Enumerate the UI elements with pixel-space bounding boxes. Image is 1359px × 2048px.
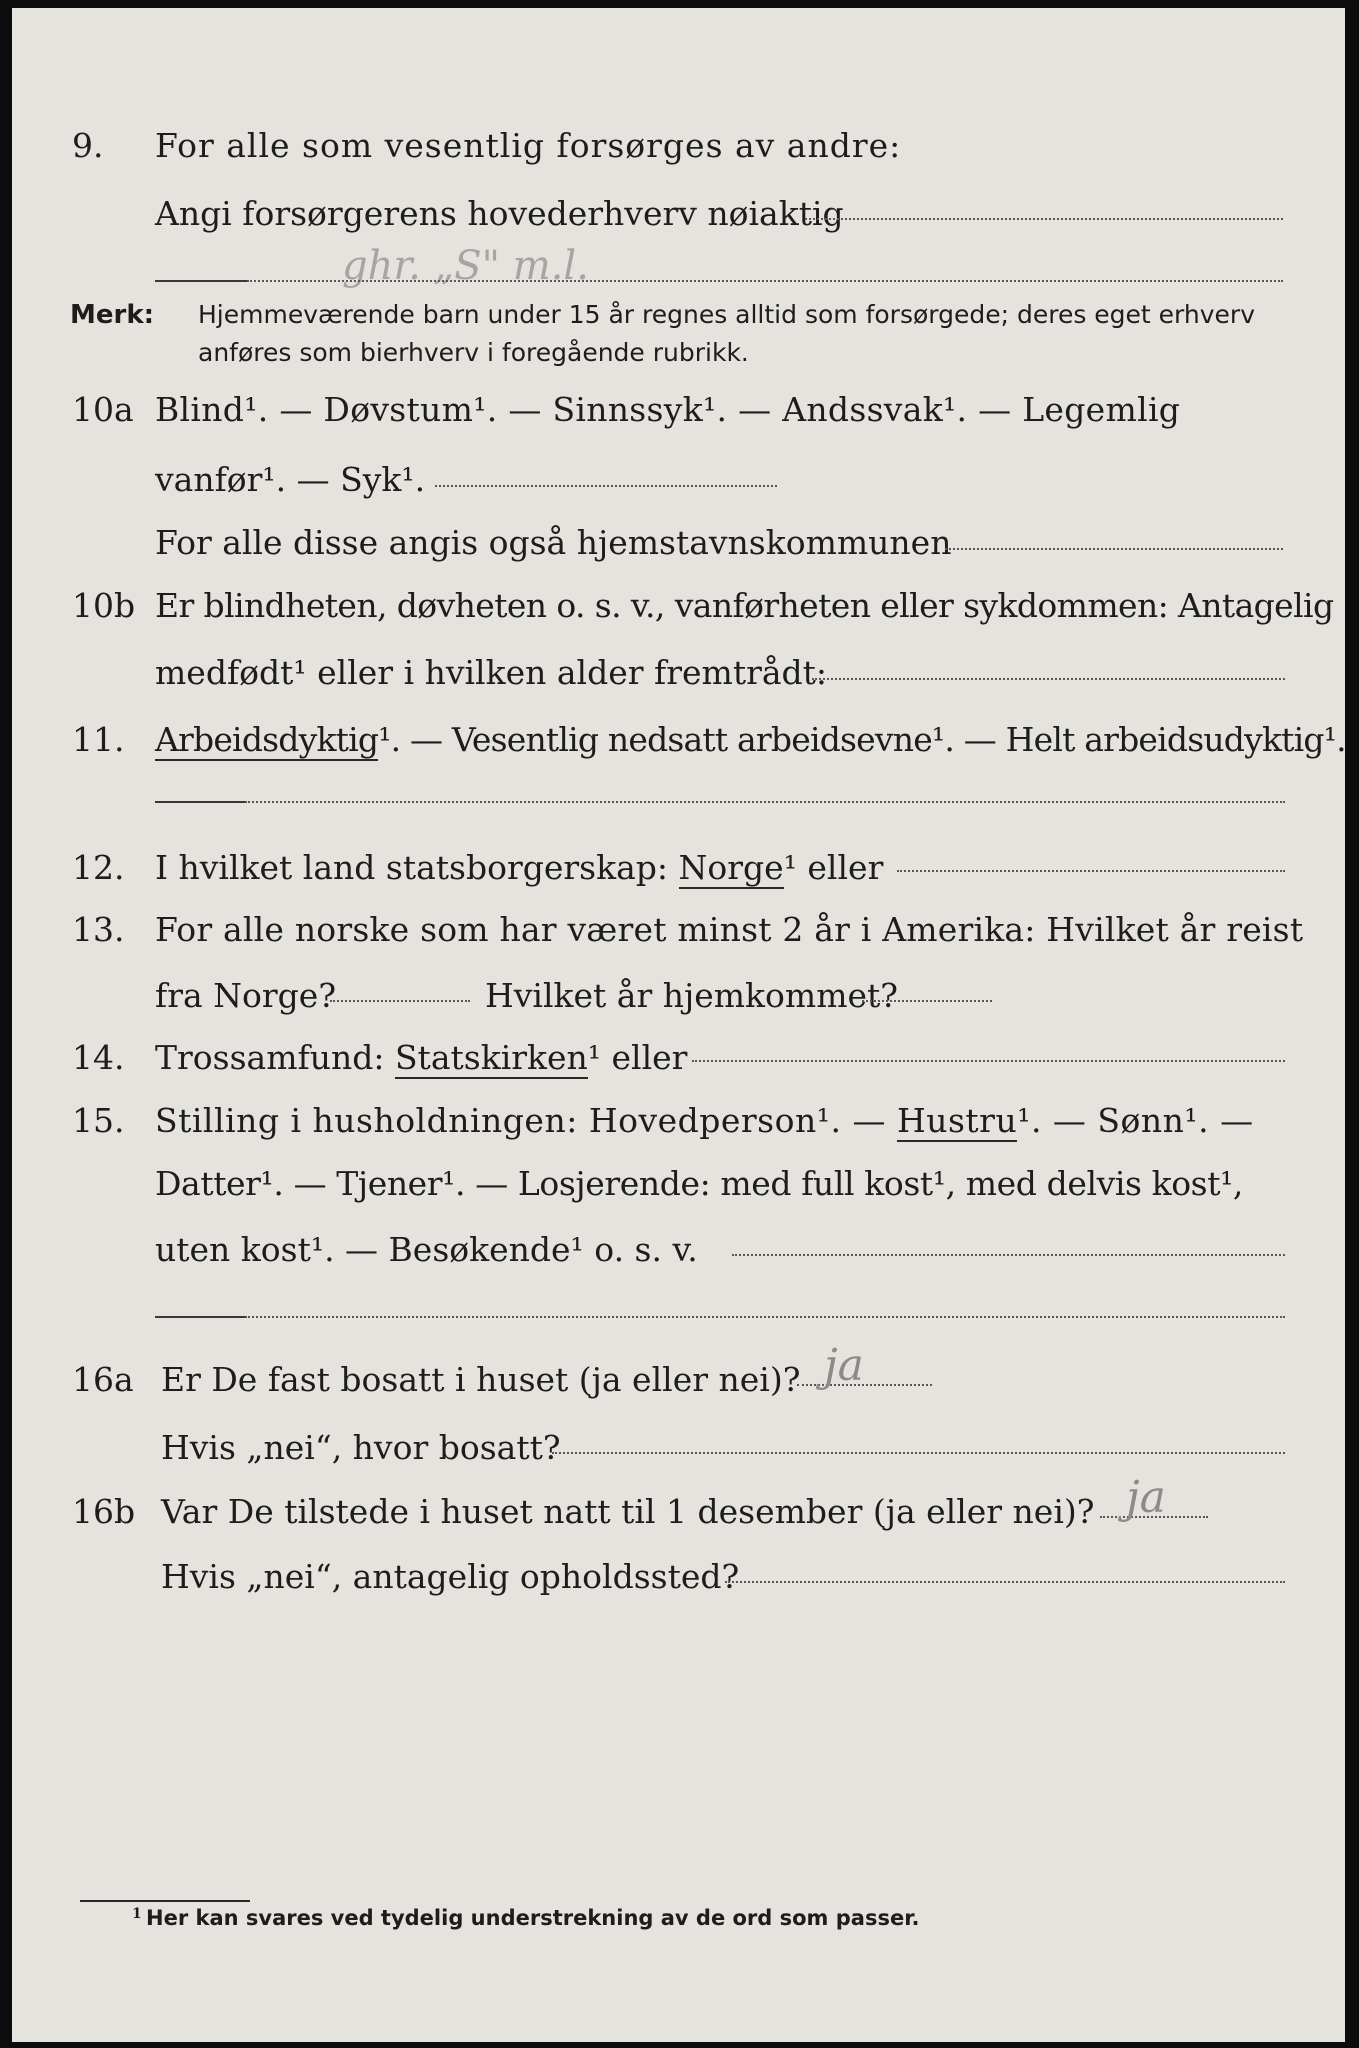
q10b-number: 10b <box>72 586 136 625</box>
q12-underlined-option: Norge <box>678 848 784 887</box>
q10b-line1: Er blindheten, døvheten o. s. v., vanførheten eller sykdommen: Antagelig <box>155 586 1334 625</box>
q11-dotline <box>245 801 1285 803</box>
q12-pre: I hvilket land statsborgerskap: <box>155 848 669 887</box>
q15-line2: Datter¹. — Tjener¹. — Losjerende: med full kost¹, med delvis kost¹, <box>155 1164 1243 1203</box>
census-form-page <box>12 8 1345 2042</box>
q15-answer-start <box>155 1316 245 1318</box>
q9-answer-start <box>155 280 247 282</box>
q15-underlined-option: Hustru <box>896 1101 1018 1140</box>
q10a-dotline-1 <box>435 485 777 487</box>
q13-line2b: Hvilket år hjemkommet? <box>485 976 898 1015</box>
q11-number: 11. <box>72 720 125 759</box>
q14-text <box>155 1038 687 1078</box>
q9-number: 9. <box>72 126 104 165</box>
q10b-dotline <box>812 678 1285 680</box>
q15-dotline-1 <box>732 1254 1285 1256</box>
q15-dotline-2 <box>245 1316 1285 1318</box>
q16a-number: 16a <box>72 1360 134 1399</box>
q10a-number: 10a <box>72 390 134 429</box>
q14-post: ¹ eller <box>587 1038 688 1077</box>
merk-line1: Hjemmeværende barn under 15 år regnes alltid som forsørgede; deres eget erhverv <box>198 300 1255 329</box>
q10a-dotline-2 <box>945 548 1283 550</box>
q10a-line1: Blind¹. — Døvstum¹. — Sinnssyk¹. — Andssvak¹. — Legemlig <box>155 390 1181 429</box>
merk-label: Merk: <box>70 300 155 330</box>
footnote-mark: 1 <box>132 1906 142 1922</box>
q16a-line1: Er De fast bosatt i huset (ja eller nei)? <box>161 1360 801 1399</box>
q15-line1 <box>155 1101 1254 1141</box>
q14-underlined-option: Statskirken <box>394 1038 588 1077</box>
q12-post: ¹ eller <box>783 848 884 887</box>
q11-underlined-option: Arbeidsdyktig <box>155 720 379 759</box>
merk-line2: anføres som bierhverv i foregående rubrikk. <box>198 338 749 367</box>
q9-line1: For alle som vesentlig forsørges av andre: <box>155 126 902 165</box>
footnote-rule <box>80 1900 250 1902</box>
q16b-handwritten-answer: ja <box>1126 1472 1166 1523</box>
q11-text <box>155 720 1346 760</box>
q10a-line2: vanfør¹. — Syk¹. <box>155 460 426 499</box>
q11-rest: ¹. — Vesentlig nedsatt arbeidsevne¹. — Helt arbeidsudyktig¹. <box>378 720 1346 759</box>
q14-number: 14. <box>72 1038 125 1077</box>
q16b-number: 16b <box>72 1492 136 1531</box>
q11-answer-start <box>155 801 245 803</box>
q10a-line3: For alle disse angis også hjemstavnskommunen <box>155 523 952 562</box>
q12-number: 12. <box>72 848 125 887</box>
q14-dotline <box>692 1060 1285 1062</box>
q15-number: 15. <box>72 1101 125 1140</box>
q16b-line2: Hvis „nei“, antagelig opholdssted? <box>161 1557 740 1596</box>
q9-dotline-1 <box>805 218 1283 220</box>
q9-handwritten-answer: ghr. „S" m.l. <box>342 243 589 289</box>
q9-line2: Angi forsørgerens hovederhverv nøiaktig <box>155 194 844 233</box>
footnote-text: Her kan svares ved tydelig understrekning av de ord som passer. <box>146 1906 920 1930</box>
q10b-line2: medfødt¹ eller i hvilken alder fremtrådt: <box>155 653 828 692</box>
q16a-dotline-2 <box>552 1452 1285 1454</box>
q13-line1: For alle norske som har været minst 2 år i Amerika: Hvilket år reist <box>155 910 1304 949</box>
q9-dotline-2 <box>247 280 1283 282</box>
q16b-line1: Var De tilstede i huset natt til 1 desember (ja eller nei)? <box>161 1492 1095 1531</box>
q15-line1-pre: Stilling i husholdningen: Hovedperson¹. — <box>155 1101 886 1140</box>
q16a-line2: Hvis „nei“, hvor bosatt? <box>161 1428 561 1467</box>
q12-text <box>155 848 883 888</box>
q13-dotline-2 <box>862 1000 992 1002</box>
q13-line2a: fra Norge? <box>155 976 337 1015</box>
q12-dotline <box>897 870 1285 872</box>
q15-line3: uten kost¹. — Besøkende¹ o. s. v. <box>155 1230 698 1269</box>
q13-dotline-1 <box>330 1000 470 1002</box>
q16b-dotline-2 <box>725 1581 1285 1583</box>
q13-number: 13. <box>72 910 125 949</box>
q15-line1-post: ¹. — Sønn¹. — <box>1017 1101 1254 1140</box>
q16a-dotline-1 <box>797 1384 932 1386</box>
q16a-handwritten-answer: ja <box>824 1340 864 1391</box>
q14-pre: Trossamfund: <box>155 1038 385 1077</box>
